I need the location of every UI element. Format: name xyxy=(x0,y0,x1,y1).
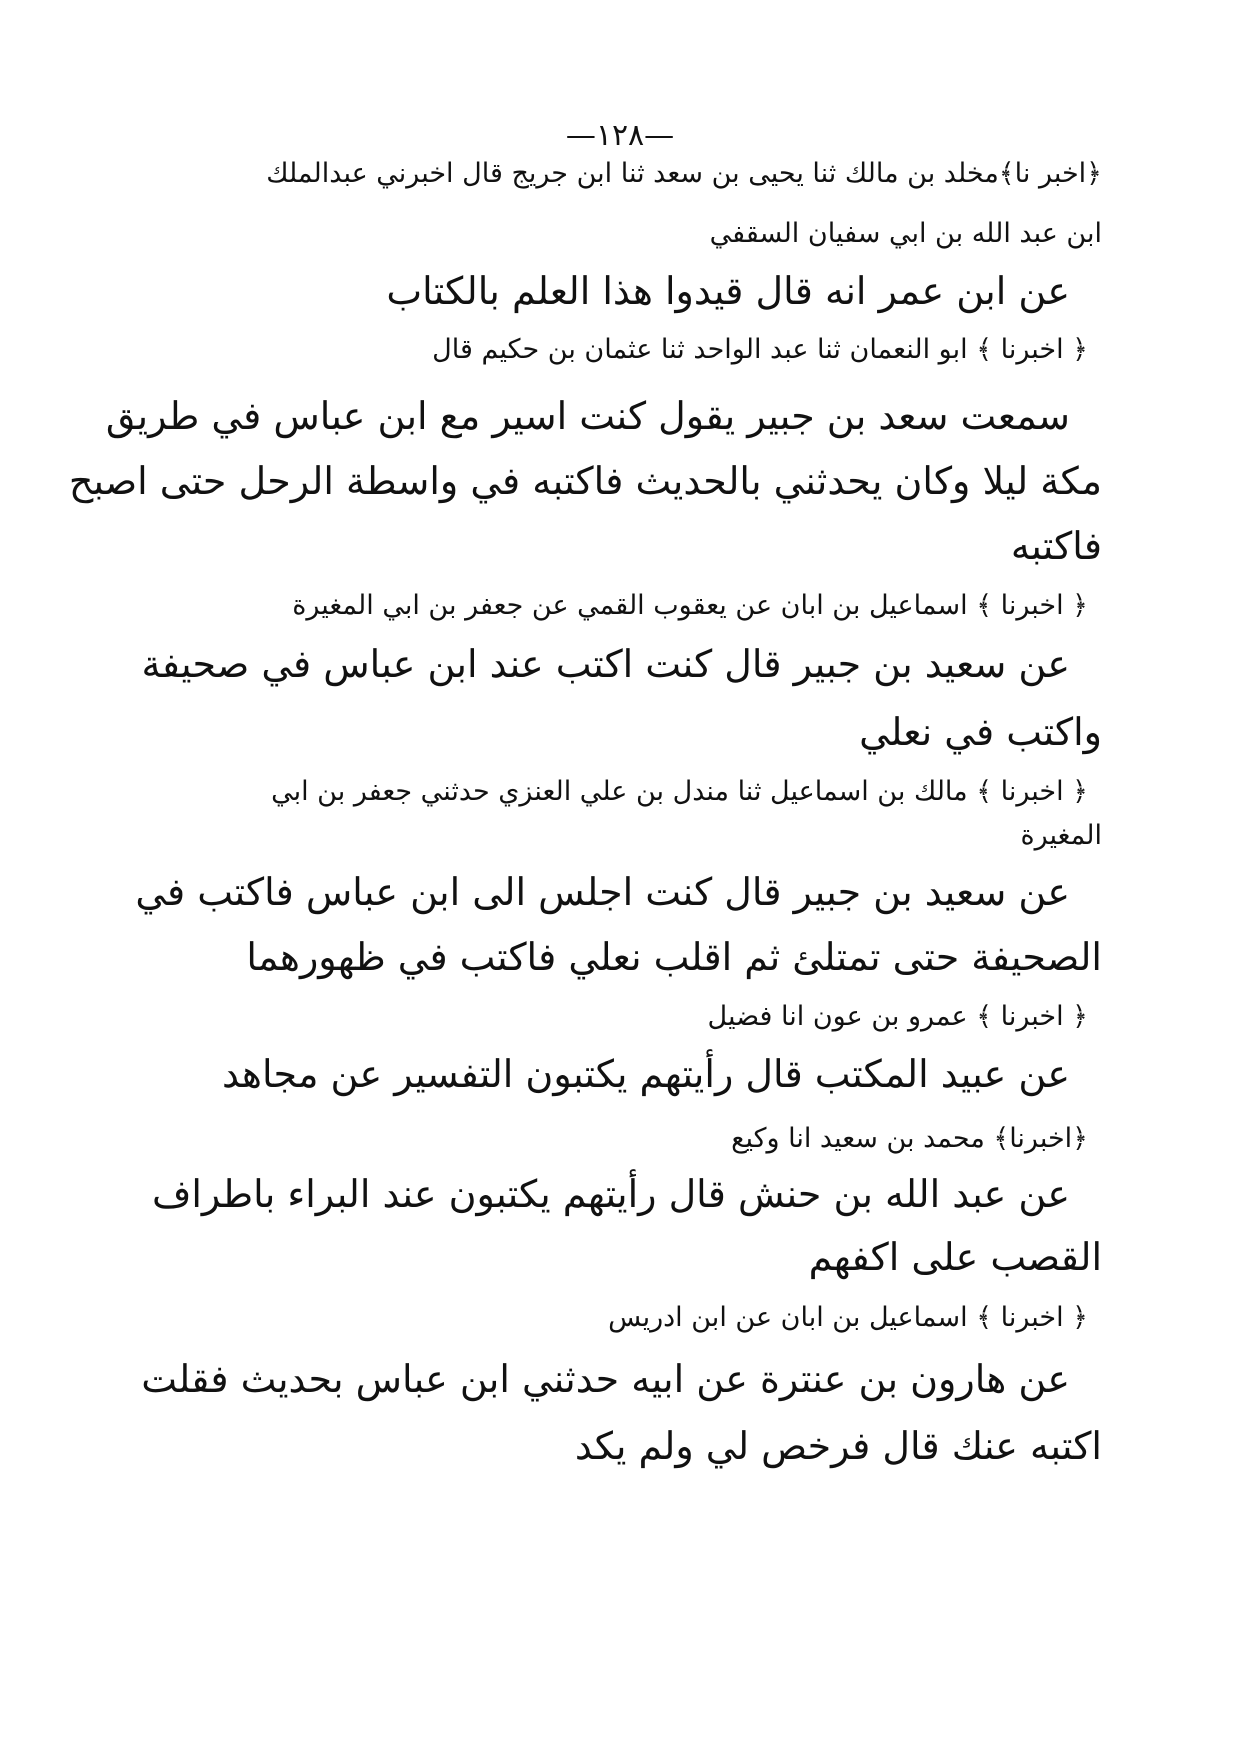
matn-line: عن هارون بن عنترة عن ابيه حدثني ابن عباس بحديث فقلت xyxy=(141,1357,1070,1401)
matn-line: القصب على اكفهم xyxy=(808,1235,1102,1279)
matn-line: سمعت سعد بن جبير يقول كنت اسير مع ابن عباس في طريق xyxy=(105,394,1070,438)
page-number: —١٢٨— xyxy=(565,118,675,153)
matn-line: مكة ليلا وكان يحدثني بالحديث فاكتبه في واسطة الرحل حتى اصبح xyxy=(68,459,1102,503)
matn-line: عن ابن عمر انه قال قيدوا هذا العلم بالكتاب xyxy=(386,269,1070,313)
matn-line: الصحيفة حتى تمتلئ ثم اقلب نعلي فاكتب في ظهورهما xyxy=(246,935,1102,979)
isnad-line: ﴿ اخبرنا ﴾ مالك بن اسماعيل ثنا مندل بن علي العنزي حدثني جعفر بن ابي xyxy=(271,776,1088,807)
isnad-line: ﴿اخبر نا﴾مخلد بن مالك ثنا يحيى بن سعد ثنا ابن جريج قال اخبرني عبدالملك xyxy=(266,158,1102,189)
isnad-line: ﴿اخبرنا﴾ محمد بن سعيد انا وكيع xyxy=(731,1123,1088,1154)
isnad-line: ﴿ اخبرنا ﴾ اسماعيل بن ابان عن يعقوب القمي عن جعفر بن ابي المغيرة xyxy=(292,590,1088,621)
matn-line: عن عبيد المكتب قال رأيتهم يكتبون التفسير عن مجاهد xyxy=(221,1052,1070,1096)
matn-line: واكتب في نعلي xyxy=(859,710,1102,754)
isnad-continuation: ابن عبد الله بن ابي سفيان السقفي xyxy=(709,218,1102,249)
matn-line: فاكتبه xyxy=(1010,524,1102,568)
isnad-line: ﴿ اخبرنا ﴾ اسماعيل بن ابان عن ابن ادريس xyxy=(608,1302,1088,1333)
isnad-line: ﴿ اخبرنا ﴾ عمرو بن عون انا فضيل xyxy=(707,1001,1088,1032)
matn-line: عن سعيد بن جبير قال كنت اجلس الى ابن عباس فاكتب في xyxy=(135,870,1070,914)
matn-line: عن سعيد بن جبير قال كنت اكتب عند ابن عباس في صحيفة xyxy=(141,642,1070,686)
isnad-continuation: المغيرة xyxy=(1020,820,1102,851)
isnad-line: ﴿ اخبرنا ﴾ ابو النعمان ثنا عبد الواحد ثنا عثمان بن حكيم قال xyxy=(432,334,1088,365)
matn-line: عن عبد الله بن حنش قال رأيتهم يكتبون عند البراء باطراف xyxy=(151,1172,1070,1216)
matn-line: اكتبه عنك قال فرخص لي ولم يكد xyxy=(574,1424,1102,1468)
